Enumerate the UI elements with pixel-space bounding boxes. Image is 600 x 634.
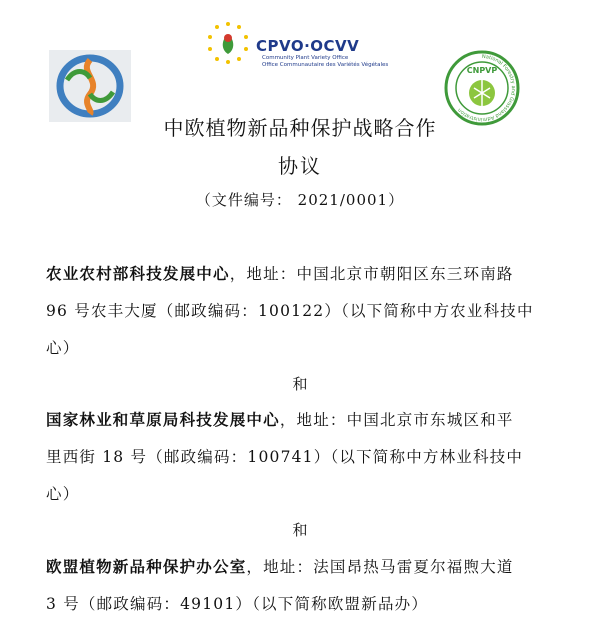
- party-3-name: 欧盟植物新品种保护办公室: [46, 557, 247, 576]
- party-2-line1: 国家林业和草原局科技发展中心，地址：中国北京市东城区和平: [46, 410, 514, 429]
- cpvo-subtitle-en: Community Plant Variety Office: [262, 55, 349, 61]
- party-2-line3: 心）: [46, 485, 80, 503]
- party-1-line2: 96 号农丰大厦（邮政编码：100122）（以下简称中方农业科技中: [46, 302, 534, 320]
- party-2-name: 国家林业和草原局科技发展中心: [46, 410, 280, 429]
- party-3-line1: 欧盟植物新品种保护办公室，地址：法国昂热马雷夏尔福煦大道: [46, 557, 514, 576]
- party-1-line1: 农业农村部科技发展中心，地址：中国北京市朝阳区东三环南路: [46, 264, 514, 283]
- party-1-line3: 心）: [46, 339, 80, 357]
- cnpvp-label: CNPVP: [466, 66, 498, 75]
- party-1: [46, 255, 556, 367]
- party-2-line2: 里西街 18 号（邮政编码：100741）（以下简称中方林业科技中: [46, 448, 524, 466]
- party-1-name: 农业农村部科技发展中心: [46, 264, 230, 283]
- document-number: （文件编号： 2021/0001）: [195, 191, 405, 209]
- party-3: [46, 548, 556, 623]
- document-title-line2: 协议: [278, 154, 322, 178]
- cnpvp-ring-text: National Forestry and Grassland Administration: [456, 53, 516, 123]
- party-2: [46, 401, 556, 513]
- cpvo-subtitle-fr: Office Communautaire des Variétés Végétales: [262, 62, 389, 68]
- party-3-line2: 3 号（邮政编码：49101）（以下简称欧盟新品办）: [46, 595, 429, 613]
- cpvo-brand: CPVO·OCVV: [256, 37, 360, 55]
- document-title: 中欧植物新品种保护战略合作: [163, 116, 437, 140]
- and-separator-2: 和: [292, 521, 308, 539]
- and-separator-1: 和: [292, 375, 308, 393]
